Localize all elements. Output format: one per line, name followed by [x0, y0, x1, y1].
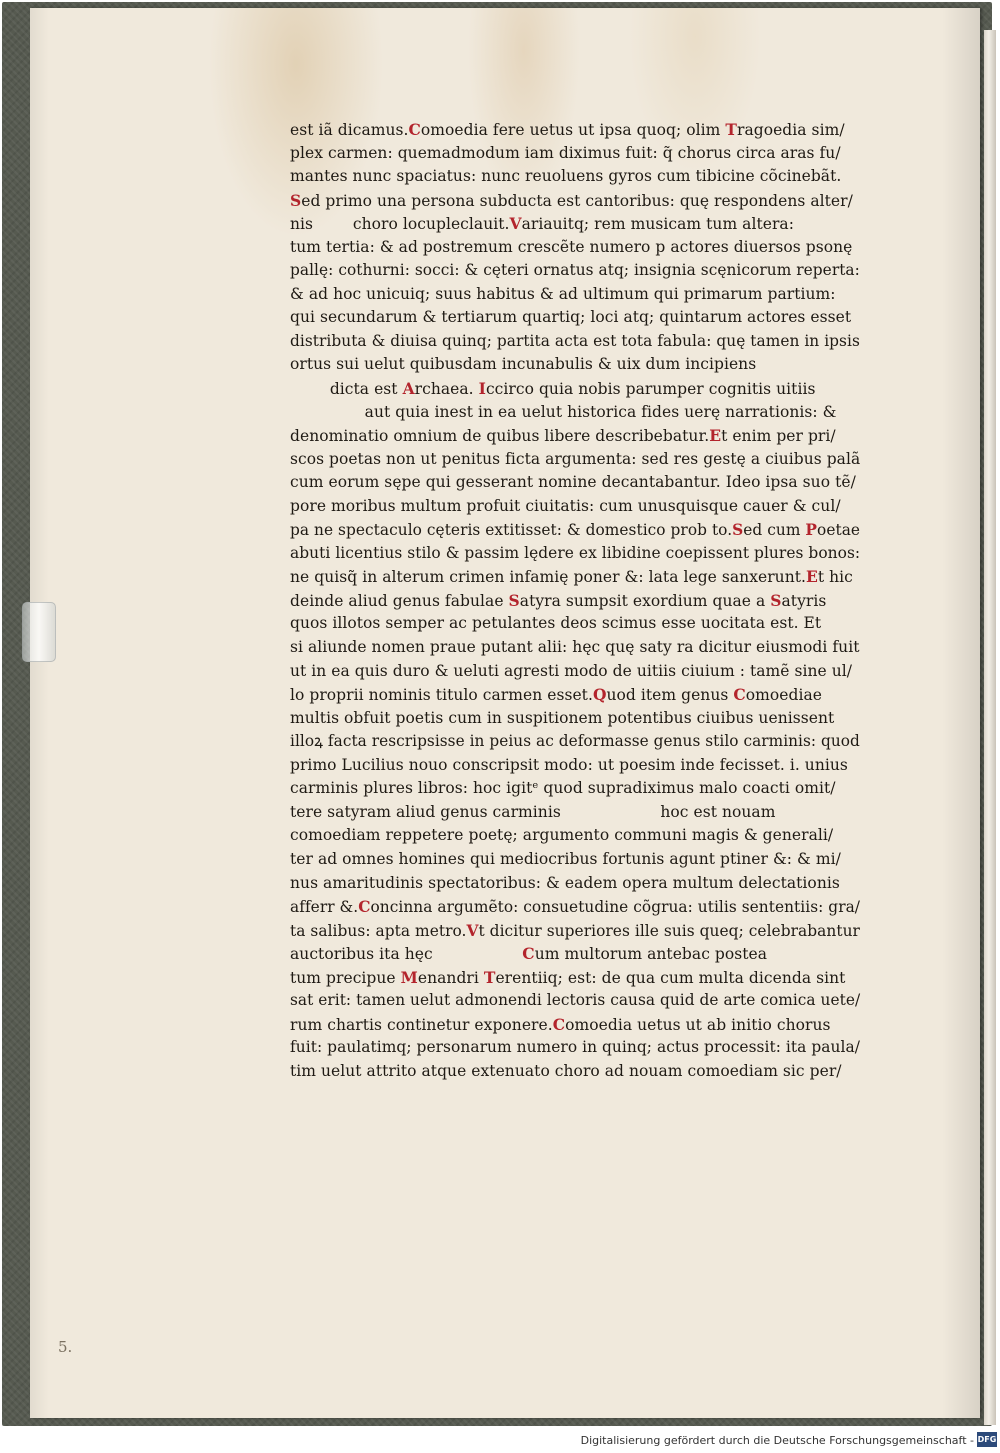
text-segment: enandri: [417, 968, 484, 987]
text-line: [290, 565, 860, 589]
text-line: [290, 777, 860, 801]
text-line: [290, 542, 860, 566]
margin-mark: 5.: [58, 1338, 73, 1356]
text-segment: qui secundarum & tertiarum quartiq; loci atq; quintarum actores esset: [290, 308, 852, 327]
text-segment: atyra sumpsit exordium quae a: [519, 591, 771, 610]
text-segment: tim uelut attrito atque extenuato choro ad nouam comoediam sic per/: [290, 1061, 842, 1080]
text-segment: auctoribus ita hęc: [290, 945, 523, 964]
text-segment: fuit: paulatimq; personarum numero in quinq; actus processit: ita paula/: [290, 1038, 860, 1057]
text-line: [290, 377, 860, 401]
text-segment: si aliunde nomen praue putant alii: hęc quę saty ra dicitur eiusmodi fuit: [290, 638, 860, 657]
rubricated-initial: T: [483, 967, 496, 987]
text-segment: pa ne spectaculo cęteris extitisset: & domestico prob to.: [290, 521, 733, 540]
rubricated-initial: C: [522, 944, 535, 964]
text-segment: distributa & diuisa quinq; partita acta est tota fabula: quę tamen in ipsis: [290, 331, 860, 350]
line-fit: [290, 518, 860, 543]
text-line: [290, 1036, 860, 1060]
text-segment: ortus sui uelut quibusdam incunabulis & uix dum incipiens: [290, 355, 757, 374]
rubricated-initial: E: [709, 426, 722, 446]
text-line: [290, 401, 860, 425]
line-fit: [290, 1036, 860, 1060]
text-segment: primo Lucilius nouo conscripsit modo: ut poesim inde fecisset. i. unius: [290, 755, 848, 774]
rubricated-initial: V: [509, 214, 522, 234]
text-segment: oncinna argumẽto: consuetudine cõgrua: utilis sententiis: gra/: [370, 898, 861, 917]
text-segment: oetae: [817, 521, 861, 540]
rubricated-initial: E: [806, 567, 818, 587]
text-line: [290, 754, 860, 778]
text-segment: nis choro locupleclauit.: [290, 215, 510, 234]
text-segment: est iã dicamus.: [290, 121, 409, 139]
text-segment: ed primo una persona subducta est cantoribus: quę respondens alter/: [301, 191, 853, 210]
rubricated-initial: T: [725, 120, 737, 139]
text-segment: ne quisq̃ in alterum crimen infamię poner &: lata lege sanxerunt.: [290, 568, 806, 587]
text-segment: aut quia inest in ea uelut historica fides uerę narrationis: &: [290, 402, 837, 421]
line-fit: [290, 542, 860, 566]
footer: [0, 1428, 1000, 1453]
text-segment: omoedia uetus ut ab initio chorus: [565, 1015, 831, 1034]
text-line: [290, 919, 860, 943]
text-segment: lo proprii nominis titulo carmen esset.: [290, 686, 593, 705]
text-line: [290, 424, 860, 448]
text-segment: & ad hoc unicuiq; suus habitus & ad ultimum qui primarum partium:: [290, 284, 836, 303]
text-segment: um multorum antebac postea: [534, 945, 768, 964]
text-line: [290, 989, 860, 1013]
text-line: [290, 448, 860, 472]
text-segment: omoediae: [745, 686, 822, 705]
text-segment: multis obfuit poetis cum in suspitionem potentibus ciuibus uenissent: [290, 708, 835, 727]
text-segment: erentiiq; est: de qua cum multa dicenda sint: [495, 968, 846, 987]
text-line: [290, 730, 860, 754]
line-fit: [290, 730, 860, 754]
text-line: [290, 236, 860, 260]
text-segment: afferr &.: [290, 898, 359, 917]
rubricated-initial: C: [552, 1014, 566, 1034]
text-line: [290, 142, 860, 166]
page-clip: [22, 602, 56, 662]
text-segment: tum tertia: & ad postremum crescẽte numero p actores diuersos psonę: [290, 237, 853, 256]
rubricated-initial: S: [732, 520, 744, 540]
line-fit: [290, 448, 860, 472]
line-fit: [290, 259, 860, 283]
text-line: [290, 283, 860, 307]
rubricated-initial: S: [508, 590, 520, 610]
text-line: [290, 966, 860, 990]
text-segment: tere satyram aliud genus carminis hoc est nouam: [290, 802, 776, 821]
line-fit: [290, 330, 860, 354]
text-line: [290, 165, 860, 189]
rubricated-initial: V: [466, 920, 479, 940]
text-line: [290, 306, 860, 330]
line-fit: [290, 989, 860, 1013]
text-segment: ariauitq; rem musicam tum altera:: [521, 215, 794, 234]
text-line: [290, 212, 860, 236]
rubricated-initial: C: [733, 685, 746, 705]
line-fit: [290, 895, 860, 920]
rubricated-initial: S: [290, 190, 302, 210]
text-line: [290, 824, 860, 848]
text-segment: carminis plures libros: hoc igitᵉ quod supradiximus malo coacti omit/: [290, 779, 836, 798]
text-line: [290, 259, 860, 283]
line-fit: [290, 919, 860, 944]
text-line: [290, 518, 860, 542]
text-segment: sat erit: tamen uelut admonendi lectoris causa quid de arte comica uete/: [290, 991, 861, 1010]
text-line: [290, 683, 860, 707]
text-segment: mantes nunc spaciatus: nunc reuoluens gyros cum tibicine cõcinebãt.: [290, 167, 842, 186]
text-segment: ter ad omnes homines qui mediocribus fortunis agunt ptiner &: & mi/: [290, 849, 841, 868]
rubricated-initial: P: [805, 520, 818, 540]
text-segment: omoedia fere uetus ut ipsa quoq; olim: [420, 121, 726, 139]
rubricated-initial: A: [402, 379, 415, 399]
text-line: [290, 495, 860, 519]
text-segment: ta salibus: apta metro.: [290, 921, 467, 940]
rubricated-initial: C: [358, 897, 371, 917]
text-line: [290, 612, 860, 636]
text-segment: t dicitur superiores ille suis queq; celebrabantur: [478, 921, 860, 940]
text-line: [290, 872, 860, 896]
rubricated-initial: I: [478, 379, 486, 399]
text-segment: rchaea.: [414, 380, 479, 399]
text-segment: t enim per pri/: [721, 427, 836, 446]
text-segment: quos illotos semper ac petulantes deos scimus esse uocitata est. Et: [290, 614, 822, 633]
text-line: [290, 589, 860, 613]
text-line: [290, 895, 860, 919]
text-line: [290, 942, 860, 966]
text-segment: nus amaritudinis spectatoribus: & eadem opera multum delectationis: [290, 873, 840, 892]
dfg-logo: DFG: [977, 1432, 997, 1447]
text-segment: dicta est: [290, 380, 403, 399]
text-line: [290, 118, 860, 142]
text-line: [290, 801, 860, 825]
page-edge: [984, 30, 996, 1425]
text-segment: comoediam reppetere poetę; argumento communi magis & generali/: [290, 826, 834, 845]
text-segment: ed cum: [743, 521, 806, 540]
text-segment: t hic: [817, 568, 853, 587]
text-line: [290, 189, 860, 213]
rubricated-initial: Q: [592, 685, 607, 705]
text-line: [290, 707, 860, 731]
text-line: [290, 848, 860, 872]
text-segment: pore moribus multum profuit ciuitatis: cum unusquisque cauer & cul/: [290, 496, 841, 515]
text-segment: ragoedia sim/: [736, 121, 845, 139]
text-line: [290, 660, 860, 684]
rubricated-initial: C: [408, 120, 421, 139]
text-segment: deinde aliud genus fabulae: [290, 591, 509, 610]
text-line: [290, 1013, 860, 1037]
text-segment: cum eorum sępe qui gesserant nomine decantabantur. Ideo ipsa suo tẽ/: [290, 473, 856, 492]
text-segment: illoꝝ facta rescripsisse in peius ac deformasse genus stilo carminis: quod: [290, 732, 860, 751]
text-segment: scos poetas non ut penitus ficta argumenta: sed res gestę a ciuibus palã: [290, 449, 861, 468]
text-line: [290, 330, 860, 354]
text-segment: ut in ea quis duro & ueluti agresti modo de uitiis ciuium : tamẽ sine ul/: [290, 661, 853, 680]
text-segment: denominatio omnium de quibus libere describebatur.: [290, 427, 710, 446]
rubricated-initial: S: [770, 590, 782, 610]
text-segment: rum chartis continetur exponere.: [290, 1015, 553, 1034]
text-line: [290, 353, 860, 377]
text-segment: pallę: cothurni: socci: & cęteri ornatus atq; insignia scęnicorum reperta:: [290, 261, 860, 280]
text-segment: ccirco quia nobis parumper cognitis uitiis: [485, 380, 816, 399]
text-block: [290, 118, 860, 1083]
text-line: [290, 1060, 860, 1084]
text-line: [290, 636, 860, 660]
footer-credit: Digitalisierung gefördert durch die Deutsche Forschungsgemeinschaft -: [580, 1434, 974, 1447]
text-segment: tum precipue: [290, 968, 401, 987]
text-segment: plex carmen: quemadmodum iam diximus fuit: q̃ chorus circa aras fu/: [290, 143, 841, 162]
text-line: [290, 471, 860, 495]
text-segment: abuti licentius stilo & passim lędere ex libidine coepissent plures bonos:: [290, 543, 861, 562]
text-segment: atyris: [781, 591, 827, 610]
rubricated-initial: M: [400, 967, 418, 987]
text-segment: uod item genus: [606, 686, 734, 705]
